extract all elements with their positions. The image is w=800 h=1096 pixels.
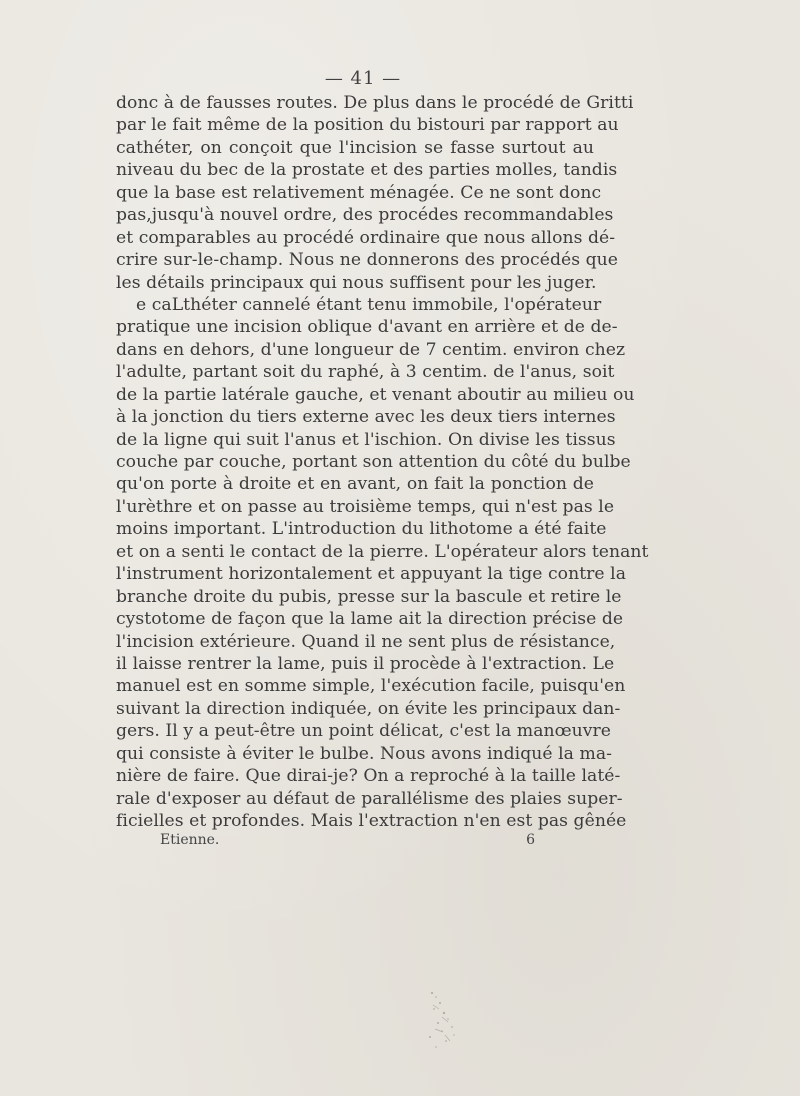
text-line: couche par couche, portant son attention du côté du bulbe [116,452,631,472]
signature-mark: Etienne. [160,832,220,848]
text-line: e caLthéter cannelé étant tenu immobile, l'opérateur [136,294,602,315]
text-line: dans en dehors, d'une longueur de 7 centim. environ chez [116,339,626,360]
text-line: pratique une incision oblique d'avant en arrière et de de- [116,317,618,338]
text-line: pas,jusqu'à nouvel ordre, des procédes recommandables [116,205,614,226]
text-line: cystotome de façon que la lame ait la direction précise de [116,609,624,630]
text-line: cathéter, on conçoit que l'incision se fasse surtout au [116,137,594,158]
text-line: nière de faire. Que dirai-je? On a reproché à la taille laté- [116,766,621,787]
text-line: manuel est en somme simple, l'exécution facile, puisqu'en [116,676,626,697]
text-line: rale d'exposer au défaut de parallélisme des plaies super- [116,788,623,809]
text-line: crire sur-le-champ. Nous ne donnerons des procédés que [116,250,618,271]
body-text [116,92,649,832]
text-line: gers. Il y a peut-être un point délicat, c'est la manœuvre [116,721,612,742]
ink-speckle-mark [418,985,468,1055]
text-line: par le fait même de la position du bistouri par rapport au [116,115,619,136]
page-footer [160,832,535,852]
text-line: que la base est relativement ménagée. Ce ne sont donc [116,182,602,203]
text-line: ficielles et profondes. Mais l'extraction n'en est pas gênée [116,811,627,831]
text-line: l'instrument horizontalement et appuyant la tige contre la [116,564,626,585]
text-line: l'urèthre et on passe au troisième temps, qui n'est pas le [116,496,615,517]
text-line: à la jonction du tiers externe avec les deux tiers internes [116,407,616,428]
page-number: — 41 — [324,68,402,89]
text-line: l'incision extérieure. Quand il ne sent plus de résistance, [116,631,616,652]
text-line: qui consiste à éviter le bulbe. Nous avons indiqué la ma- [116,743,612,764]
text-line: il laisse rentrer la lame, puis il procède à l'extraction. Le [116,653,615,674]
text-line: suivant la direction indiquée, on évite les principaux dan- [116,698,621,719]
text-line: et on a senti le contact de la pierre. L'opérateur alors tenant [116,541,649,562]
text-line: donc à de fausses routes. De plus dans le procédé de Gritti [116,93,634,113]
text-line: branche droite du pubis, presse sur la bascule et retire le [116,586,622,607]
text-line: de la partie latérale gauche, et venant aboutir au milieu ou [116,384,635,405]
text-line: moins important. L'introduction du lithotome a été faite [116,519,607,540]
text-line: qu'on porte à droite et en avant, on fait la ponction de [116,474,594,495]
text-line: et comparables au procédé ordinaire que nous allons dé- [116,227,616,248]
text-line: les détails principaux qui nous suffisent pour les juger. [116,272,597,293]
text-line: niveau du bec de la prostate et des parties molles, tandis [116,160,618,181]
text-line: de la ligne qui suit l'anus et l'ischion. On divise les tissus [116,429,616,450]
signature-number: 6 [526,832,535,848]
text-line: l'adulte, partant soit du raphé, à 3 centim. de l'anus, soit [116,362,615,383]
